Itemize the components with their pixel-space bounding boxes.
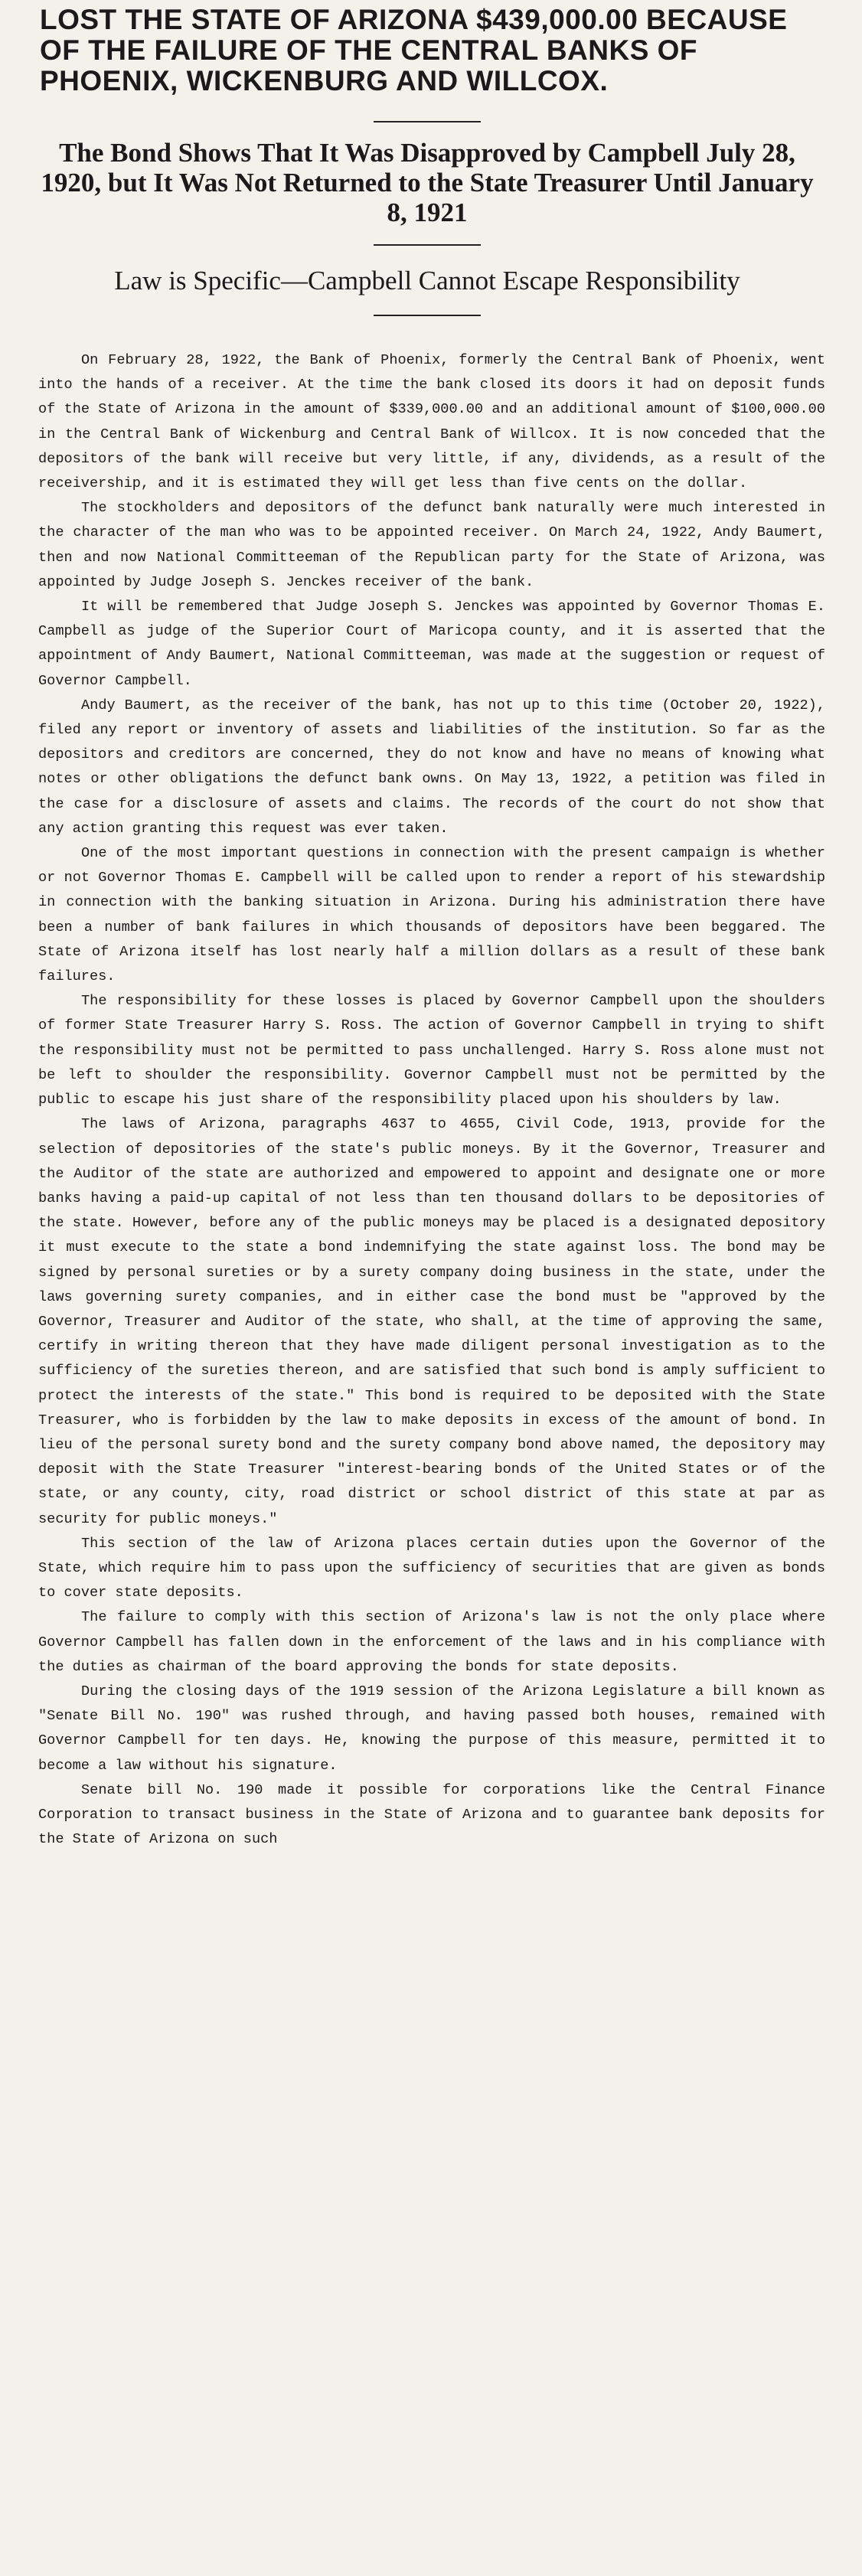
article-paragraph: One of the most important questions in connection with the present campaign is whether or not Governor Thomas E. Campbell will be called upon to render a report of his stewardship in connection with the banking situation in Arizona. During his administration there have been a number of bank failures in which thousands of depositors have been beggared. The State of Arizona itself has lost nearly half a million dollars as a result of these bank failures. bbox=[38, 845, 825, 985]
article-paragraph: Senate bill No. 190 made it possible for corporations like the Central Finance Corporation to transact business in the State of Arizona and to guarantee bank deposits for the State of Arizona on such bbox=[38, 1781, 825, 1848]
article-paragraph: The stockholders and depositors of the defunct bank naturally were much interested in the character of the man who was to be appointed receiver. On March 24, 1922, Andy Baumert, then and now National Committeeman of the Republican party for the State of Arizona, was appointed by Judge Joseph S. Jenckes receiver of the bank. bbox=[38, 500, 825, 590]
divider-rule bbox=[374, 244, 481, 246]
divider-rule bbox=[374, 121, 481, 122]
article-paragraph: The responsibility for these losses is placed by Governor Campbell upon the shoulders of former State Treasurer Harry S. Ross. The action of Governor Campbell in trying to shift the responsibility must not be permitted to pass unchallenged. Harry S. Ross alone must not be left to shoulder the responsibility. Governor Campbell must not be permitted by the public to escape his just share of the responsibility placed upon his shoulders by law. bbox=[38, 993, 825, 1108]
article-paragraph: During the closing days of the 1919 session of the Arizona Legislature a bill known as "Senate Bill No. 190" was rushed through, and having passed both houses, remained with Governor Campbell for ten days. He, knowing the purpose of this measure, permitted it to become a law without his signature. bbox=[38, 1683, 825, 1774]
subdeck-headline: Law is Specific—Campbell Cannot Escape Responsibility bbox=[114, 266, 740, 295]
article-paragraph: This section of the law of Arizona places certain duties upon the Governor of the State, which require him to pass upon the sufficiency of securities that are given as bonds to cover state deposits. bbox=[38, 1535, 825, 1601]
article-paragraph: The failure to comply with this section of Arizona's law is not the only place where Governor Campbell has fallen down in the enforcement of the laws and in his compliance with the duties as chairman of the board approving the bonds for state deposits. bbox=[38, 1609, 825, 1675]
headline: LOST THE STATE OF ARIZONA $439,000.00 BECAUSE OF THE FAILURE OF THE CENTRAL BANKS OF PHOENIX, WICKENBURG AND WILLCOX. bbox=[40, 4, 788, 96]
deck-headline: The Bond Shows That It Was Disapproved by Campbell July 28, 1920, but It Was Not Returned to the State Treasurer Until January 8, 1921 bbox=[41, 138, 814, 227]
article-paragraph: Andy Baumert, as the receiver of the bank, has not up to this time (October 20, 1922), filed any report or inventory of assets and liabilities of the institution. So far as the depositors and creditors are concerned, they do not know and have no means of knowing what notes or other obligations the defunct bank owns. On May 13, 1922, a petition was filed in the case for a disclosure of assets and claims. The records of the court do not show that any action granting this request was ever taken. bbox=[38, 697, 825, 837]
article-paragraph: It will be remembered that Judge Joseph S. Jenckes was appointed by Governor Thomas E. Campbell as judge of the Superior Court of Maricopa county, and it is asserted that the appointment of Andy Baumert, National Committeeman, was made at the suggestion or request of Governor Campbell. bbox=[38, 599, 825, 689]
article-body bbox=[29, 348, 825, 1852]
article-paragraph: The laws of Arizona, paragraphs 4637 to 4655, Civil Code, 1913, provide for the selection of depositories of the state's public moneys. By it the Governor, Treasurer and the Auditor of the state are authorized and empowered to appoint and designate one or more banks having a paid-up capital of not less than ten thousand dollars to be depositories of the state. However, before any of the public moneys may be placed is a designated depository it must execute to the state a bond indemnifying the state against loss. The bond may be signed by personal sureties or by a surety company doing business in the state, under the laws governing surety companies, and in either case the bond must be "approved by the Governor, Treasurer and Auditor of the state, who shall, at the time of approving the same, certify in writing thereon that they have made diligent personal investigation as to the sufficiency of the sureties thereon, and are satisfied that such bond is amply sufficient to protect the interests of the state." This bond is required to be deposited with the State Treasurer, who is forbidden by the law to make deposits in excess of the amount of bond. In lieu of the personal surety bond and the surety company bond above named, the depository may deposit with the State Treasurer "interest-bearing bonds of the United States or of the state, or any county, city, road district or school district of this state at par as security for public moneys." bbox=[38, 1116, 825, 1527]
divider-rule bbox=[374, 315, 481, 316]
article-paragraph: On February 28, 1922, the Bank of Phoenix, formerly the Central Bank of Phoenix, went into the hands of a receiver. At the time the bank closed its doors it had on deposit funds of the State of Arizona in the amount of $339,000.00 and an additional amount of $100,000.00 in the Central Bank of Wickenburg and Central Bank of Willcox. It is now conceded that the depositors of the bank will receive but very little, if any, dividends, as a result of the receivership, and it is estimated they will get less than five cents on the dollar. bbox=[38, 352, 825, 492]
